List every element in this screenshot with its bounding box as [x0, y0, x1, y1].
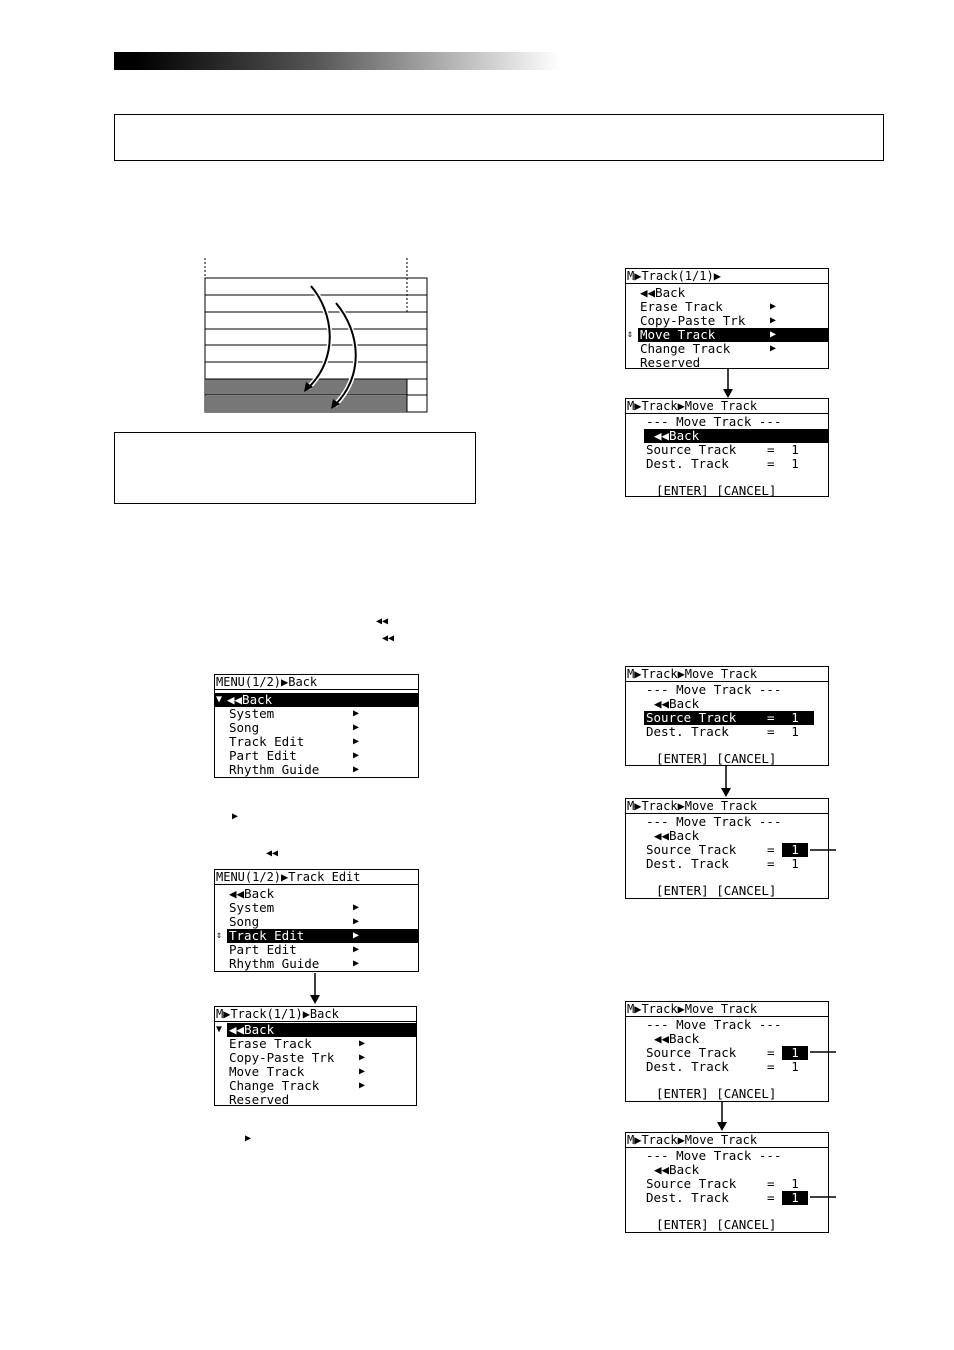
menu-item-track-edit[interactable]: Track Edit ▶ — [229, 734, 360, 749]
source-track-value: 1 — [791, 1176, 799, 1191]
callout-line — [810, 1196, 836, 1199]
lcd-menu-back — [214, 674, 419, 778]
menu-item-move-track[interactable]: Move Track ▶ — [229, 1064, 366, 1079]
lcd-track-back — [214, 1006, 417, 1106]
callout-line — [810, 849, 836, 852]
menu-item-back[interactable]: ◀◀Back — [640, 285, 686, 300]
lcd-move-track-back-selected — [625, 398, 829, 497]
lcd-move-track-source-selected — [625, 666, 829, 766]
menu-item-back[interactable]: ◀◀Back — [654, 828, 700, 843]
dialog-footer-buttons[interactable]: [ENTER] [CANCEL] — [656, 483, 777, 497]
lcd-header: M▶Track(1/1)▶ — [626, 269, 828, 284]
lcd-menu-track-edit — [214, 869, 419, 972]
dialog-footer-buttons[interactable]: [ENTER] [CANCEL] — [656, 751, 777, 766]
menu-item-system[interactable]: System ▶ — [229, 706, 360, 721]
dest-track-value: 1 — [791, 456, 799, 471]
lcd-header: M▶Track▶Move Track — [626, 667, 828, 682]
note-box — [114, 432, 476, 504]
play-icon: ▶ — [245, 1133, 252, 1144]
dest-track-value: 1 — [791, 1059, 799, 1074]
source-track-value: 1 — [791, 442, 799, 457]
header-gradient-bar — [114, 52, 560, 70]
dest-track-value: 1 — [791, 724, 799, 739]
source-track-value: 1 — [791, 710, 799, 725]
lcd-move-track-source-edit-2 — [625, 1001, 829, 1102]
dialog-footer-buttons[interactable]: [ENTER] [CANCEL] — [656, 1217, 777, 1232]
dialog-footer-buttons[interactable]: [ENTER] [CANCEL] — [656, 883, 777, 898]
flow-arrow — [308, 973, 322, 1005]
menu-item-system[interactable]: System ▶ — [229, 900, 360, 915]
menu-item-part-edit[interactable]: Part Edit ▶ — [229, 748, 360, 763]
rewind-icon: ◀◀ — [382, 633, 395, 644]
callout-line — [810, 1051, 836, 1054]
menu-item-back[interactable]: ◀◀Back — [654, 1162, 700, 1177]
dest-track-row[interactable]: Dest. Track = 1 — [626, 857, 828, 871]
dest-track-row[interactable]: Dest. Track = 1 — [626, 1060, 828, 1074]
source-track-value: 1 — [782, 843, 808, 857]
menu-item-reserved[interactable]: Reserved — [640, 355, 701, 369]
dest-track-row[interactable]: Dest. Track = 1 — [626, 725, 828, 739]
dialog-title: --- Move Track --- — [646, 414, 782, 429]
source-track-row[interactable]: Source Track = 1 — [626, 1046, 828, 1060]
dest-track-value: 1 — [782, 1191, 808, 1205]
dialog-title: --- Move Track --- — [646, 1148, 782, 1163]
menu-item-copy-paste-trk[interactable]: Copy-Paste Trk ▶ — [640, 313, 777, 328]
dest-track-value: 1 — [791, 856, 799, 871]
menu-item-erase-track[interactable]: Erase Track ▶ — [229, 1036, 366, 1051]
lcd-header: M▶Track(1/1)▶Back — [215, 1007, 416, 1022]
lcd-header: MENU(1/2)▶Back — [215, 675, 418, 690]
menu-item-back[interactable]: ◀◀Back — [626, 429, 828, 443]
dest-track-row[interactable]: Dest. Track = 1 — [626, 1191, 828, 1205]
menu-item-copy-paste-trk[interactable]: Copy-Paste Trk ▶ — [229, 1050, 366, 1065]
lcd-header: M▶Track▶Move Track — [626, 399, 828, 414]
rewind-icon: ◀◀ — [376, 616, 389, 627]
source-track-row[interactable]: Source Track = 1 — [626, 843, 828, 857]
menu-item-back[interactable]: ◀◀Back — [229, 886, 275, 901]
lcd-header: MENU(1/2)▶Track Edit — [215, 870, 418, 885]
lcd-header: M▶Track▶Move Track — [626, 1002, 828, 1017]
menu-item-track-edit[interactable]: ⇕ Track Edit ▶ — [215, 929, 418, 943]
play-icon: ▶ — [232, 811, 239, 822]
flow-arrow — [721, 369, 735, 399]
lcd-move-track-source-edit — [625, 798, 829, 899]
source-track-value: 1 — [782, 1046, 808, 1060]
lcd-header: M▶Track▶Move Track — [626, 799, 828, 814]
menu-item-song[interactable]: Song ▶ — [229, 914, 360, 929]
dialog-title: --- Move Track --- — [646, 1017, 782, 1032]
dialog-title: --- Move Track --- — [646, 814, 782, 829]
lcd-header: M▶Track▶Move Track — [626, 1133, 828, 1148]
menu-item-change-track[interactable]: Change Track ▶ — [640, 341, 777, 356]
menu-item-back[interactable]: ◀◀Back — [654, 696, 700, 711]
source-track-row[interactable]: Source Track = 1 — [626, 443, 828, 457]
menu-item-rhythm-guide[interactable]: Rhythm Guide ▶ — [229, 956, 360, 971]
menu-item-song[interactable]: Song ▶ — [229, 720, 360, 735]
menu-item-back[interactable]: ▼ ◀◀Back — [215, 693, 418, 707]
dialog-title: --- Move Track --- — [646, 682, 782, 697]
menu-item-move-track[interactable]: ⇕ Move Track ▶ — [626, 328, 828, 342]
menu-item-back[interactable]: ◀◀Back — [654, 1031, 700, 1046]
menu-item-rhythm-guide[interactable]: Rhythm Guide ▶ — [229, 762, 360, 777]
menu-item-change-track[interactable]: Change Track ▶ — [229, 1078, 366, 1093]
dest-track-row[interactable]: Dest. Track = 1 — [626, 457, 828, 471]
source-track-row[interactable]: Source Track = 1 — [626, 1177, 828, 1191]
flow-arrow — [719, 766, 733, 798]
flow-arrow — [715, 1102, 729, 1132]
menu-item-back[interactable]: ▼ ◀◀Back — [215, 1023, 416, 1037]
source-track-row[interactable]: Source Track = 1 — [626, 711, 828, 725]
lcd-track-move-track — [625, 268, 829, 369]
menu-item-erase-track[interactable]: Erase Track ▶ — [640, 299, 777, 314]
dialog-footer-buttons[interactable]: [ENTER] [CANCEL] — [656, 1086, 777, 1101]
section-title-box — [114, 114, 884, 161]
menu-item-reserved[interactable]: Reserved — [229, 1092, 290, 1106]
menu-item-part-edit[interactable]: Part Edit ▶ — [229, 942, 360, 957]
lcd-move-track-dest-edit — [625, 1132, 829, 1233]
track-move-diagram — [204, 258, 430, 416]
rewind-icon: ◀◀ — [266, 848, 279, 859]
